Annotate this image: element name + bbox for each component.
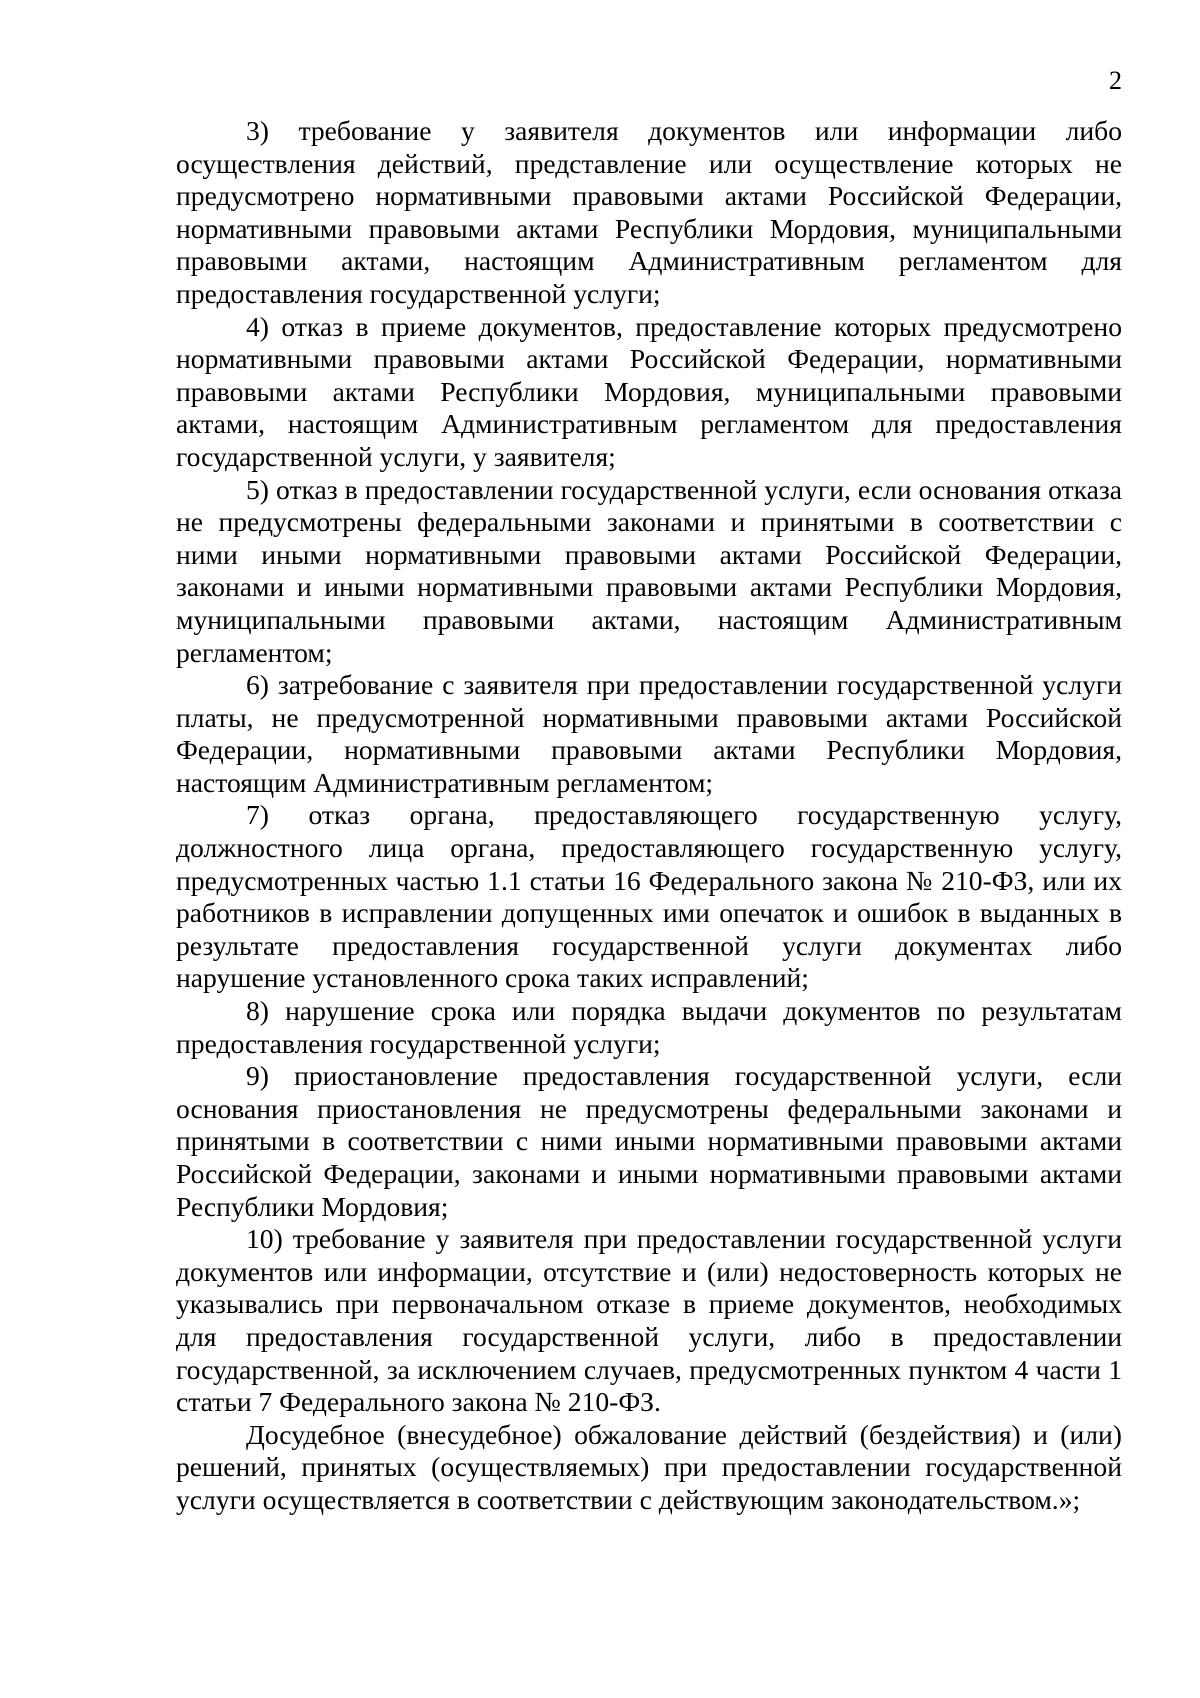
paragraph-item-8: 8) нарушение срока или порядка выдачи документов по результатам предоставления государственной услуги; — [176, 995, 1122, 1059]
closing-paragraph: Досудебное (внесудебное) обжалование действий (бездействия) и (или) решений, принятых (осуществляемых) при предоставлении государственной услуги осуществляется в соответствии с действующим законодательством.»; — [176, 1418, 1122, 1515]
paragraph-item-10: 10) требование у заявителя при предоставлении государственной услуги документов или информации, отсутствие и (или) недостоверность которых не указывались при первоначальном отказе в приеме документов, необходимых для предоставления государственной услуги, либо в предоставлении государственной, за исключением случаев, предусмотренных пунктом 4 части 1 статьи 7 Федерального закона № 210-ФЗ. — [176, 1223, 1122, 1418]
page-number: 2 — [1109, 66, 1122, 95]
paragraph-item-4: 4) отказ в приеме документов, предоставление которых предусмотрено нормативными правовыми актами Российской Федерации, нормативными правовыми актами Республики Мордовия, муниципальными правовыми актами, настоящим Административным регламентом для предоставления государственной услуги, у заявителя; — [176, 310, 1122, 472]
document-body — [176, 115, 1122, 1517]
paragraph-item-6: 6) затребование с заявителя при предоставлении государственной услуги платы, не предусмотренной нормативными правовыми актами Российской Федерации, нормативными правовыми актами Республики Мордовия, настоящим Административным регламентом; — [176, 669, 1122, 798]
paragraph-item-3: 3) требование у заявителя документов или информации либо осуществления действий, представление или осуществление которых не предусмотрено нормативными правовыми актами Российской Федерации, нормативными правовыми актами Республики Мордовия, муниципальными правовыми актами, настоящим Административным регламентом для предоставления государственной услуги; — [176, 115, 1122, 309]
paragraph-item-9: 9) приостановление предоставления государственной услуги, если основания приостановления не предусмотрены федеральными законами и принятыми в соответствии с ними иными нормативными правовыми актами Российской Федерации, законами и иными нормативными правовыми актами Республики Мордовия; — [176, 1060, 1122, 1222]
paragraph-item-7: 7) отказ органа, предоставляющего государственную услугу, должностного лица органа, предоставляющего государственную услугу, предусмотренных частью 1.1 статьи 16 Федерального закона № 210-ФЗ, или их работников в исправлении допущенных ими опечаток и ошибок в выданных в результате предоставления государственной услуги документах либо нарушение установленного срока таких исправлений; — [176, 799, 1122, 994]
paragraph-item-5: 5) отказ в предоставлении государственной услуги, если основания отказа не предусмотрены федеральными законами и принятыми в соответствии с ними иными нормативными правовыми актами Российской Федерации, законами и иными нормативными правовыми актами Республики Мордовия, муниципальными правовыми актами, настоящим Административным регламентом; — [176, 473, 1122, 668]
